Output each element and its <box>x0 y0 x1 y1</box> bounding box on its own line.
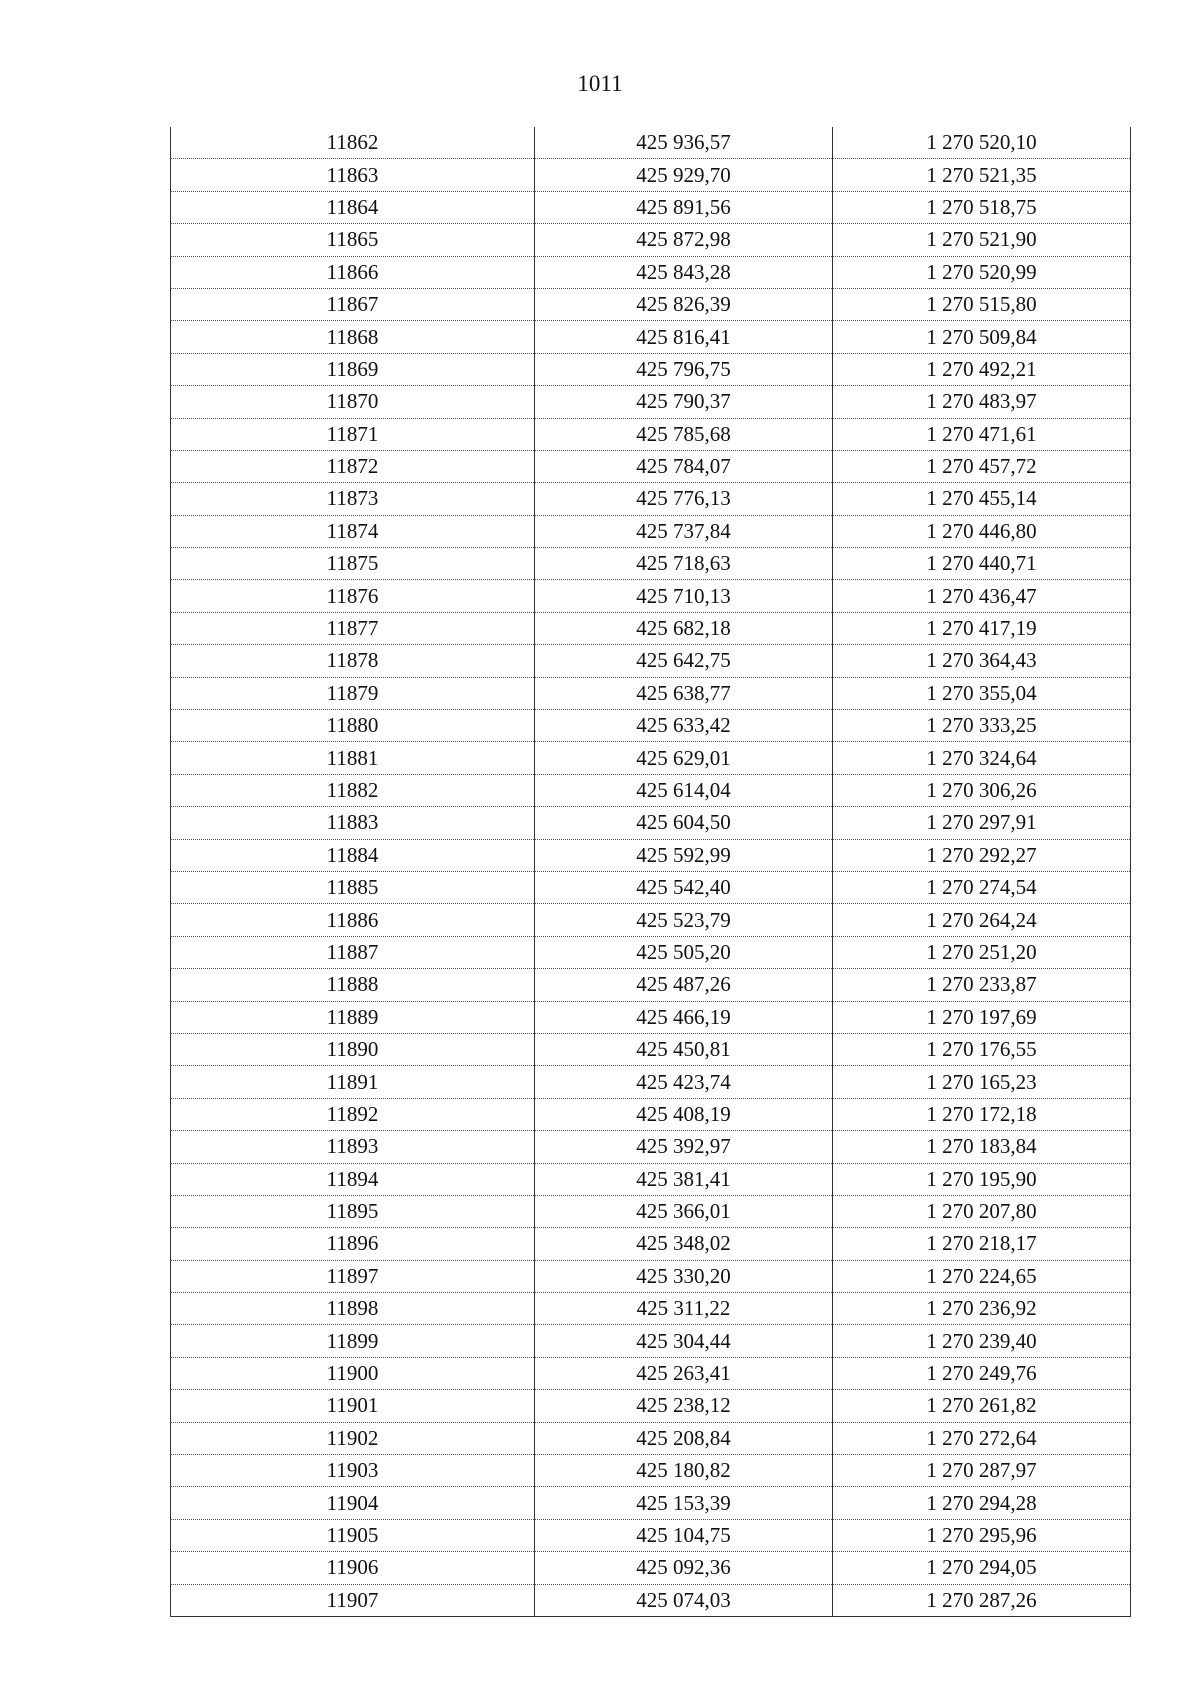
y-coordinate-cell: 1 270 471,61 <box>833 418 1131 450</box>
x-coordinate-cell: 425 682,18 <box>535 612 833 644</box>
x-coordinate-cell: 425 542,40 <box>535 871 833 903</box>
x-coordinate-cell: 425 180,82 <box>535 1455 833 1487</box>
x-coordinate-cell: 425 408,19 <box>535 1098 833 1130</box>
x-coordinate-cell: 425 638,77 <box>535 677 833 709</box>
x-coordinate-cell: 425 784,07 <box>535 450 833 482</box>
point-number-cell: 11862 <box>171 127 535 159</box>
x-coordinate-cell: 425 826,39 <box>535 288 833 320</box>
point-number-cell: 11881 <box>171 742 535 774</box>
point-number-cell: 11872 <box>171 450 535 482</box>
x-coordinate-cell: 425 604,50 <box>535 807 833 839</box>
y-coordinate-cell: 1 270 297,91 <box>833 807 1131 839</box>
point-number-cell: 11882 <box>171 774 535 806</box>
point-number-cell: 11887 <box>171 936 535 968</box>
point-number-cell: 11865 <box>171 224 535 256</box>
x-coordinate-cell: 425 487,26 <box>535 969 833 1001</box>
y-coordinate-cell: 1 270 521,90 <box>833 224 1131 256</box>
y-coordinate-cell: 1 270 509,84 <box>833 321 1131 353</box>
y-coordinate-cell: 1 270 333,25 <box>833 710 1131 742</box>
x-coordinate-cell: 425 466,19 <box>535 1001 833 1033</box>
table-row <box>171 1552 1131 1584</box>
table-row <box>171 191 1131 223</box>
y-coordinate-cell: 1 270 287,97 <box>833 1455 1131 1487</box>
y-coordinate-cell: 1 270 264,24 <box>833 904 1131 936</box>
coordinates-table-body <box>171 127 1131 1616</box>
table-row <box>171 1325 1131 1357</box>
table-row <box>171 159 1131 191</box>
y-coordinate-cell: 1 270 364,43 <box>833 645 1131 677</box>
table-row <box>171 612 1131 644</box>
point-number-cell: 11871 <box>171 418 535 450</box>
point-number-cell: 11886 <box>171 904 535 936</box>
x-coordinate-cell: 425 074,03 <box>535 1584 833 1616</box>
table-row <box>171 710 1131 742</box>
x-coordinate-cell: 425 450,81 <box>535 1033 833 1065</box>
y-coordinate-cell: 1 270 172,18 <box>833 1098 1131 1130</box>
table-row <box>171 548 1131 580</box>
x-coordinate-cell: 425 592,99 <box>535 839 833 871</box>
point-number-cell: 11891 <box>171 1066 535 1098</box>
coordinates-table <box>170 127 1131 1617</box>
table-row <box>171 1033 1131 1065</box>
table-row <box>171 1098 1131 1130</box>
table-row <box>171 1260 1131 1292</box>
y-coordinate-cell: 1 270 355,04 <box>833 677 1131 709</box>
table-row <box>171 645 1131 677</box>
point-number-cell: 11870 <box>171 386 535 418</box>
point-number-cell: 11902 <box>171 1422 535 1454</box>
y-coordinate-cell: 1 270 518,75 <box>833 191 1131 223</box>
y-coordinate-cell: 1 270 294,05 <box>833 1552 1131 1584</box>
x-coordinate-cell: 425 816,41 <box>535 321 833 353</box>
table-row <box>171 450 1131 482</box>
point-number-cell: 11883 <box>171 807 535 839</box>
y-coordinate-cell: 1 270 417,19 <box>833 612 1131 644</box>
point-number-cell: 11897 <box>171 1260 535 1292</box>
point-number-cell: 11906 <box>171 1552 535 1584</box>
y-coordinate-cell: 1 270 183,84 <box>833 1131 1131 1163</box>
point-number-cell: 11893 <box>171 1131 535 1163</box>
x-coordinate-cell: 425 366,01 <box>535 1195 833 1227</box>
x-coordinate-cell: 425 392,97 <box>535 1131 833 1163</box>
point-number-cell: 11877 <box>171 612 535 644</box>
table-row <box>171 418 1131 450</box>
x-coordinate-cell: 425 104,75 <box>535 1519 833 1551</box>
x-coordinate-cell: 425 843,28 <box>535 256 833 288</box>
y-coordinate-cell: 1 270 224,65 <box>833 1260 1131 1292</box>
table-row <box>171 1163 1131 1195</box>
table-row <box>171 1001 1131 1033</box>
point-number-cell: 11869 <box>171 353 535 385</box>
table-row <box>171 483 1131 515</box>
y-coordinate-cell: 1 270 274,54 <box>833 871 1131 903</box>
x-coordinate-cell: 425 348,02 <box>535 1228 833 1260</box>
table-row <box>171 774 1131 806</box>
table-row <box>171 1390 1131 1422</box>
point-number-cell: 11899 <box>171 1325 535 1357</box>
x-coordinate-cell: 425 929,70 <box>535 159 833 191</box>
point-number-cell: 11907 <box>171 1584 535 1616</box>
point-number-cell: 11863 <box>171 159 535 191</box>
point-number-cell: 11898 <box>171 1293 535 1325</box>
point-number-cell: 11873 <box>171 483 535 515</box>
y-coordinate-cell: 1 270 195,90 <box>833 1163 1131 1195</box>
table-row <box>171 839 1131 871</box>
x-coordinate-cell: 425 629,01 <box>535 742 833 774</box>
table-row <box>171 1487 1131 1519</box>
point-number-cell: 11890 <box>171 1033 535 1065</box>
table-row <box>171 871 1131 903</box>
y-coordinate-cell: 1 270 261,82 <box>833 1390 1131 1422</box>
point-number-cell: 11878 <box>171 645 535 677</box>
y-coordinate-cell: 1 270 455,14 <box>833 483 1131 515</box>
table-row <box>171 515 1131 547</box>
x-coordinate-cell: 425 614,04 <box>535 774 833 806</box>
x-coordinate-cell: 425 304,44 <box>535 1325 833 1357</box>
table-row <box>171 969 1131 1001</box>
point-number-cell: 11888 <box>171 969 535 1001</box>
point-number-cell: 11905 <box>171 1519 535 1551</box>
table-row <box>171 288 1131 320</box>
y-coordinate-cell: 1 270 292,27 <box>833 839 1131 871</box>
table-row <box>171 321 1131 353</box>
table-row <box>171 1584 1131 1616</box>
x-coordinate-cell: 425 796,75 <box>535 353 833 385</box>
point-number-cell: 11896 <box>171 1228 535 1260</box>
x-coordinate-cell: 425 423,74 <box>535 1066 833 1098</box>
x-coordinate-cell: 425 718,63 <box>535 548 833 580</box>
y-coordinate-cell: 1 270 236,92 <box>833 1293 1131 1325</box>
y-coordinate-cell: 1 270 197,69 <box>833 1001 1131 1033</box>
x-coordinate-cell: 425 891,56 <box>535 191 833 223</box>
x-coordinate-cell: 425 263,41 <box>535 1357 833 1389</box>
y-coordinate-cell: 1 270 294,28 <box>833 1487 1131 1519</box>
point-number-cell: 11892 <box>171 1098 535 1130</box>
table-row <box>171 1131 1131 1163</box>
point-number-cell: 11874 <box>171 515 535 547</box>
table-row <box>171 256 1131 288</box>
y-coordinate-cell: 1 270 295,96 <box>833 1519 1131 1551</box>
x-coordinate-cell: 425 381,41 <box>535 1163 833 1195</box>
y-coordinate-cell: 1 270 457,72 <box>833 450 1131 482</box>
x-coordinate-cell: 425 790,37 <box>535 386 833 418</box>
table-row <box>171 386 1131 418</box>
y-coordinate-cell: 1 270 520,10 <box>833 127 1131 159</box>
x-coordinate-cell: 425 642,75 <box>535 645 833 677</box>
y-coordinate-cell: 1 270 446,80 <box>833 515 1131 547</box>
table-row <box>171 1455 1131 1487</box>
table-row <box>171 1066 1131 1098</box>
y-coordinate-cell: 1 270 440,71 <box>833 548 1131 580</box>
table-row <box>171 1357 1131 1389</box>
x-coordinate-cell: 425 153,39 <box>535 1487 833 1519</box>
table-row <box>171 1195 1131 1227</box>
table-row <box>171 1422 1131 1454</box>
y-coordinate-cell: 1 270 483,97 <box>833 386 1131 418</box>
y-coordinate-cell: 1 270 249,76 <box>833 1357 1131 1389</box>
x-coordinate-cell: 425 776,13 <box>535 483 833 515</box>
y-coordinate-cell: 1 270 521,35 <box>833 159 1131 191</box>
x-coordinate-cell: 425 785,68 <box>535 418 833 450</box>
point-number-cell: 11867 <box>171 288 535 320</box>
point-number-cell: 11885 <box>171 871 535 903</box>
y-coordinate-cell: 1 270 233,87 <box>833 969 1131 1001</box>
x-coordinate-cell: 425 092,36 <box>535 1552 833 1584</box>
point-number-cell: 11884 <box>171 839 535 871</box>
y-coordinate-cell: 1 270 436,47 <box>833 580 1131 612</box>
point-number-cell: 11868 <box>171 321 535 353</box>
x-coordinate-cell: 425 238,12 <box>535 1390 833 1422</box>
x-coordinate-cell: 425 523,79 <box>535 904 833 936</box>
point-number-cell: 11880 <box>171 710 535 742</box>
point-number-cell: 11876 <box>171 580 535 612</box>
table-row <box>171 1228 1131 1260</box>
y-coordinate-cell: 1 270 492,21 <box>833 353 1131 385</box>
table-row <box>171 807 1131 839</box>
y-coordinate-cell: 1 270 218,17 <box>833 1228 1131 1260</box>
table-row <box>171 580 1131 612</box>
table-row <box>171 1293 1131 1325</box>
y-coordinate-cell: 1 270 324,64 <box>833 742 1131 774</box>
point-number-cell: 11904 <box>171 1487 535 1519</box>
x-coordinate-cell: 425 208,84 <box>535 1422 833 1454</box>
table-row <box>171 742 1131 774</box>
point-number-cell: 11900 <box>171 1357 535 1389</box>
point-number-cell: 11901 <box>171 1390 535 1422</box>
y-coordinate-cell: 1 270 251,20 <box>833 936 1131 968</box>
point-number-cell: 11879 <box>171 677 535 709</box>
y-coordinate-cell: 1 270 207,80 <box>833 1195 1131 1227</box>
y-coordinate-cell: 1 270 520,99 <box>833 256 1131 288</box>
x-coordinate-cell: 425 710,13 <box>535 580 833 612</box>
x-coordinate-cell: 425 737,84 <box>535 515 833 547</box>
y-coordinate-cell: 1 270 176,55 <box>833 1033 1131 1065</box>
point-number-cell: 11864 <box>171 191 535 223</box>
page-number: 1011 <box>577 71 623 96</box>
point-number-cell: 11866 <box>171 256 535 288</box>
point-number-cell: 11895 <box>171 1195 535 1227</box>
table-row <box>171 936 1131 968</box>
y-coordinate-cell: 1 270 515,80 <box>833 288 1131 320</box>
point-number-cell: 11903 <box>171 1455 535 1487</box>
table-row <box>171 904 1131 936</box>
point-number-cell: 11875 <box>171 548 535 580</box>
y-coordinate-cell: 1 270 287,26 <box>833 1584 1131 1616</box>
table-row <box>171 1519 1131 1551</box>
table-row <box>171 224 1131 256</box>
table-row <box>171 677 1131 709</box>
y-coordinate-cell: 1 270 306,26 <box>833 774 1131 806</box>
y-coordinate-cell: 1 270 272,64 <box>833 1422 1131 1454</box>
x-coordinate-cell: 425 330,20 <box>535 1260 833 1292</box>
x-coordinate-cell: 425 633,42 <box>535 710 833 742</box>
x-coordinate-cell: 425 505,20 <box>535 936 833 968</box>
x-coordinate-cell: 425 936,57 <box>535 127 833 159</box>
x-coordinate-cell: 425 872,98 <box>535 224 833 256</box>
table-row <box>171 353 1131 385</box>
table-row <box>171 127 1131 159</box>
point-number-cell: 11889 <box>171 1001 535 1033</box>
y-coordinate-cell: 1 270 239,40 <box>833 1325 1131 1357</box>
y-coordinate-cell: 1 270 165,23 <box>833 1066 1131 1098</box>
x-coordinate-cell: 425 311,22 <box>535 1293 833 1325</box>
point-number-cell: 11894 <box>171 1163 535 1195</box>
